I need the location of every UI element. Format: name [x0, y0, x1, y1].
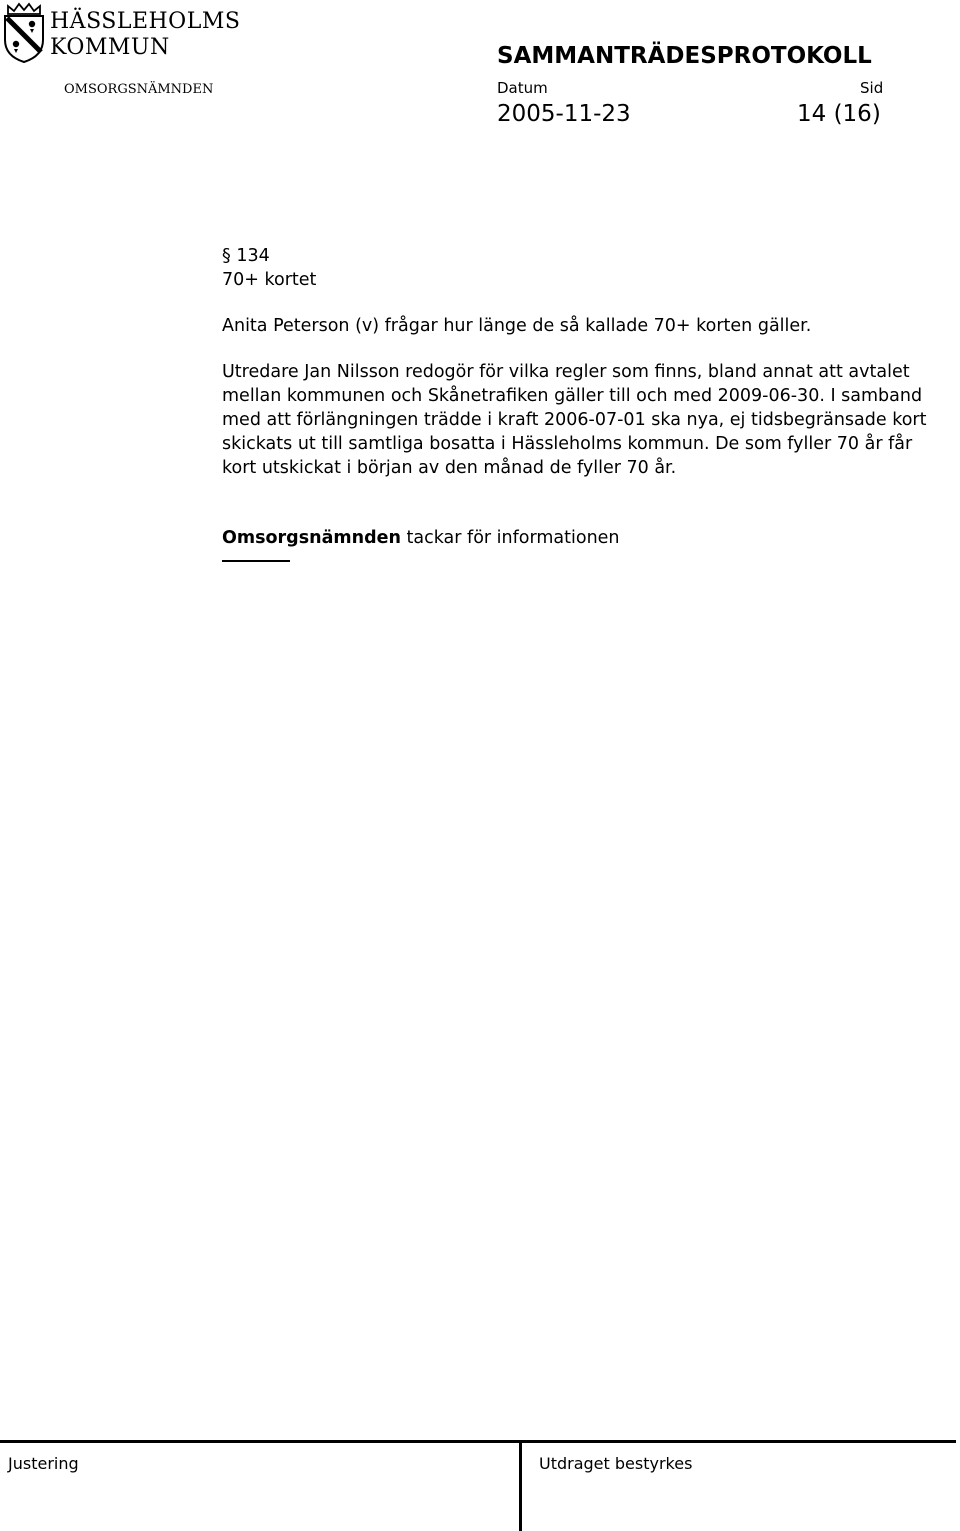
decision-paragraph	[222, 526, 942, 550]
decision-text: tackar för informationen	[400, 528, 620, 548]
org-name-line2: KOMMUN	[50, 35, 170, 60]
report-paragraph: Utredare Jan Nilsson redogör för vilka regler som finns, bland annat att avtalet mellan kommunen och Skånetrafiken gäller till och med 2009-06-30. I samband med att förlängningen trädde i kraft 2006-07-01 ska nya, ej tidsbegränsade kort skickats ut till samtliga bosatta i Hässleholms kommun. De som fyller 70 år får kort utskickat i början av den månad de fyller 70 år.	[222, 362, 927, 478]
footer-bestyrkes-label: Utdraget bestyrkes	[539, 1454, 693, 1473]
org-name-line1: HÄSSLEHOLMS	[50, 9, 241, 34]
committee-name: OMSORGSNÄMNDEN	[64, 82, 214, 97]
paragraph-number: § 134	[222, 246, 270, 266]
question-paragraph: Anita Peterson (v) frågar hur länge de så kallade 70+ korten gäller.	[222, 316, 812, 336]
coat-of-arms-icon	[2, 2, 46, 64]
section-title: 70+ kortet	[222, 270, 317, 290]
decision-subject: Omsorgsnämnden	[222, 528, 401, 548]
footer-justering-label: Justering	[8, 1454, 79, 1473]
footer-divider	[519, 1440, 522, 1531]
page-label: Sid	[860, 79, 884, 97]
section-end-rule	[222, 560, 290, 562]
date-value: 2005-11-23	[497, 101, 631, 127]
page-value: 14 (16)	[797, 101, 881, 127]
footer-rule	[0, 1440, 956, 1443]
document-title: SAMMANTRÄDESPROTOKOLL	[497, 43, 872, 69]
minutes-content	[222, 244, 942, 562]
date-label: Datum	[497, 79, 548, 97]
